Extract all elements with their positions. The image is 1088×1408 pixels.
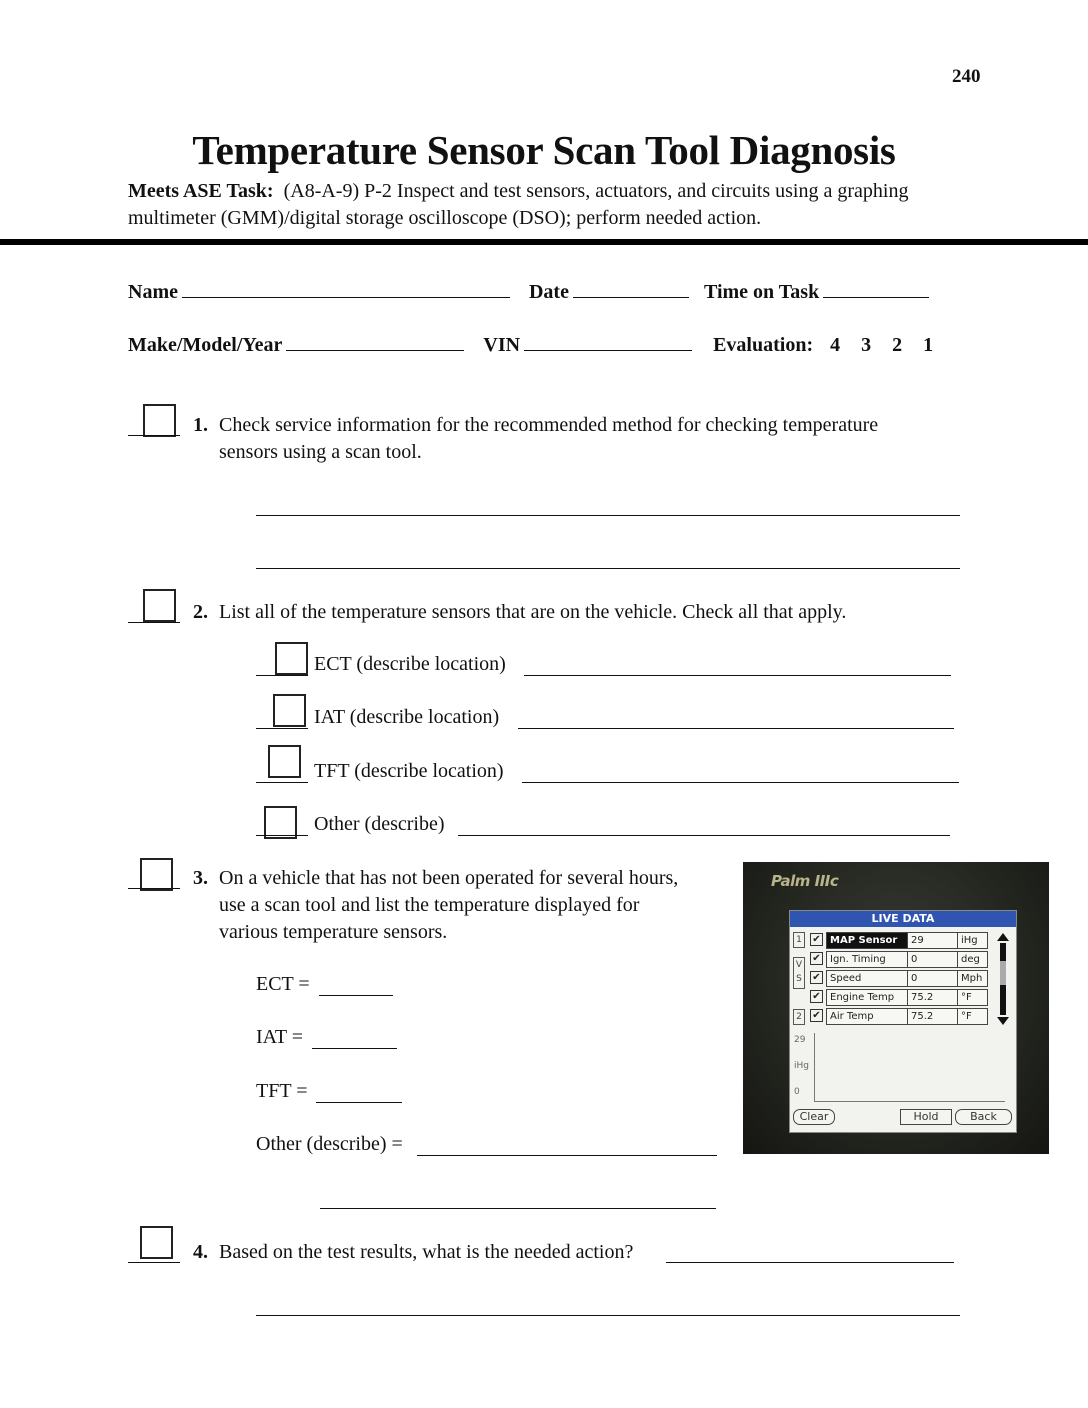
row-value: 0 [907,970,958,987]
vin-field[interactable] [524,334,692,351]
question-1-text: Check service information for the recommended method for checking temperature sensors using a scan tool. [219,414,879,463]
evaluation-score-3[interactable]: 3 [861,334,872,356]
question-3-number: 3. [193,867,208,889]
row-checkbox-icon[interactable]: ✔ [810,990,823,1003]
question-1-leader-line [128,435,180,436]
question-4-answer-line-1[interactable] [666,1262,954,1263]
date-label: Date [528,281,569,303]
date-field[interactable] [573,281,689,298]
name-label: Name [128,281,178,303]
question-3-text-line-2: use a scan tool and list the temperature displayed for [219,894,640,916]
vin-label: VIN [483,334,521,356]
question-3-text-line-1: On a vehicle that has not been operated for several hours, [219,867,679,889]
page-title: Temperature Sensor Scan Tool Diagnosis [192,127,896,173]
iat-option-label: IAT (describe location) [314,706,500,728]
scroll-down-arrow-icon [997,1017,1009,1025]
question-1-answer-line-1[interactable] [256,515,960,516]
ect-leader-line [256,675,308,676]
page-2-button[interactable]: 2 [793,1009,805,1025]
ect-checkbox[interactable] [275,642,308,675]
scrollbar[interactable] [996,933,1010,1025]
iat-checkbox[interactable] [273,694,306,727]
tft-reading-field[interactable] [316,1102,402,1103]
scan-tool-photo [743,862,1049,1154]
make-model-year-field[interactable] [286,334,464,351]
live-data-title: LIVE DATA [790,911,1016,927]
question-3-leader-line [128,888,180,889]
other-sensor-description-field[interactable] [458,835,950,836]
question-2-number: 2. [193,601,208,623]
row-unit: iHg [957,932,988,949]
graph-area [814,1033,1005,1102]
row-unit: °F [957,1008,988,1025]
ase-task [128,178,988,232]
question-4-checkbox[interactable] [140,1226,173,1259]
question-3-checkbox[interactable] [140,858,173,891]
evaluation-label: Evaluation: [713,334,814,356]
question-4-text: Based on the test results, what is the needed action? [219,1241,634,1263]
ect-location-field[interactable] [524,675,951,676]
row-name: Air Temp [826,1008,908,1025]
row-checkbox-icon[interactable]: ✔ [810,971,823,984]
question-2-text: List all of the temperature sensors that are on the vehicle. Check all that apply. [219,601,847,623]
question-1-answer-line-2[interactable] [256,568,960,569]
question-4-leader-line [128,1262,180,1263]
time-on-task-field[interactable] [823,281,929,298]
iat-location-field[interactable] [518,728,954,729]
header-row-2 [128,334,933,357]
row-name: MAP Sensor [826,932,908,949]
other-reading-field-line-2[interactable] [320,1208,716,1209]
name-field[interactable] [182,281,510,298]
row-checkbox-icon[interactable]: ✔ [810,952,823,965]
question-3-text [219,865,678,946]
graph-max-label: 29 [794,1035,806,1045]
row-name: Engine Temp [826,989,908,1006]
row-name: Speed [826,970,908,987]
question-4-answer-line-2[interactable] [256,1315,960,1316]
row-unit: deg [957,951,988,968]
tft-checkbox[interactable] [268,745,301,778]
evaluation-score-1[interactable]: 1 [923,334,934,356]
time-on-task-label: Time on Task [703,281,820,303]
ect-reading-label: ECT = [256,973,310,995]
row-unit: Mph [957,970,988,987]
row-value: 75.2 [907,989,958,1006]
graph-min-label: 0 [794,1087,800,1097]
question-3-text-line-3: various temperature sensors. [219,921,448,943]
row-value: 0 [907,951,958,968]
tft-reading-label: TFT = [256,1080,308,1102]
page-1-button[interactable]: 1 [793,932,805,948]
hold-button[interactable]: Hold [900,1109,952,1125]
other-sensor-leader-line [256,835,308,836]
page-number: 240 [952,66,981,87]
ase-task-text: (A8-A-9) P-2 Inspect and test sensors, actuators, and circuits using a graphing multimeter (GMM)/digital storage oscilloscope (DSO); perform needed action. [128,180,909,229]
iat-reading-label: IAT = [256,1026,304,1048]
row-checkbox-icon[interactable]: ✔ [810,1009,823,1022]
question-2-leader-line [128,622,180,623]
row-checkbox-icon[interactable]: ✔ [810,933,823,946]
clear-button[interactable]: Clear [793,1109,835,1125]
ase-task-label: Meets ASE Task: [128,180,274,202]
evaluation-score-2[interactable]: 2 [892,334,903,356]
tft-leader-line [256,782,308,783]
question-2-checkbox[interactable] [143,589,176,622]
ect-option-label: ECT (describe location) [314,653,506,675]
evaluation-score-4[interactable]: 4 [830,334,841,356]
live-data-screen [789,910,1017,1133]
row-value: 75.2 [907,1008,958,1025]
make-model-year-label: Make/Model/Year [128,334,283,356]
header-divider [0,239,1088,245]
question-1-checkbox[interactable] [143,404,176,437]
device-logo: Palm IIIc [771,872,839,890]
question-4-number: 4. [193,1241,208,1263]
other-reading-field[interactable] [417,1155,717,1156]
vs-button[interactable]: V S [793,957,805,989]
row-unit: °F [957,989,988,1006]
ect-reading-field[interactable] [319,995,393,996]
scroll-up-arrow-icon [997,933,1009,941]
question-1-number: 1. [193,414,208,436]
tft-option-label: TFT (describe location) [314,760,504,782]
tft-location-field[interactable] [522,782,959,783]
row-name: Ign. Timing [826,951,908,968]
header-row-1 [128,281,933,304]
other-sensor-option-label: Other (describe) [314,813,445,835]
back-button[interactable]: Back [955,1109,1012,1125]
row-value: 29 [907,932,958,949]
other-reading-label: Other (describe) = [256,1133,403,1155]
iat-reading-field[interactable] [312,1048,397,1049]
graph-unit-label: iHg [794,1061,809,1071]
iat-leader-line [256,728,308,729]
